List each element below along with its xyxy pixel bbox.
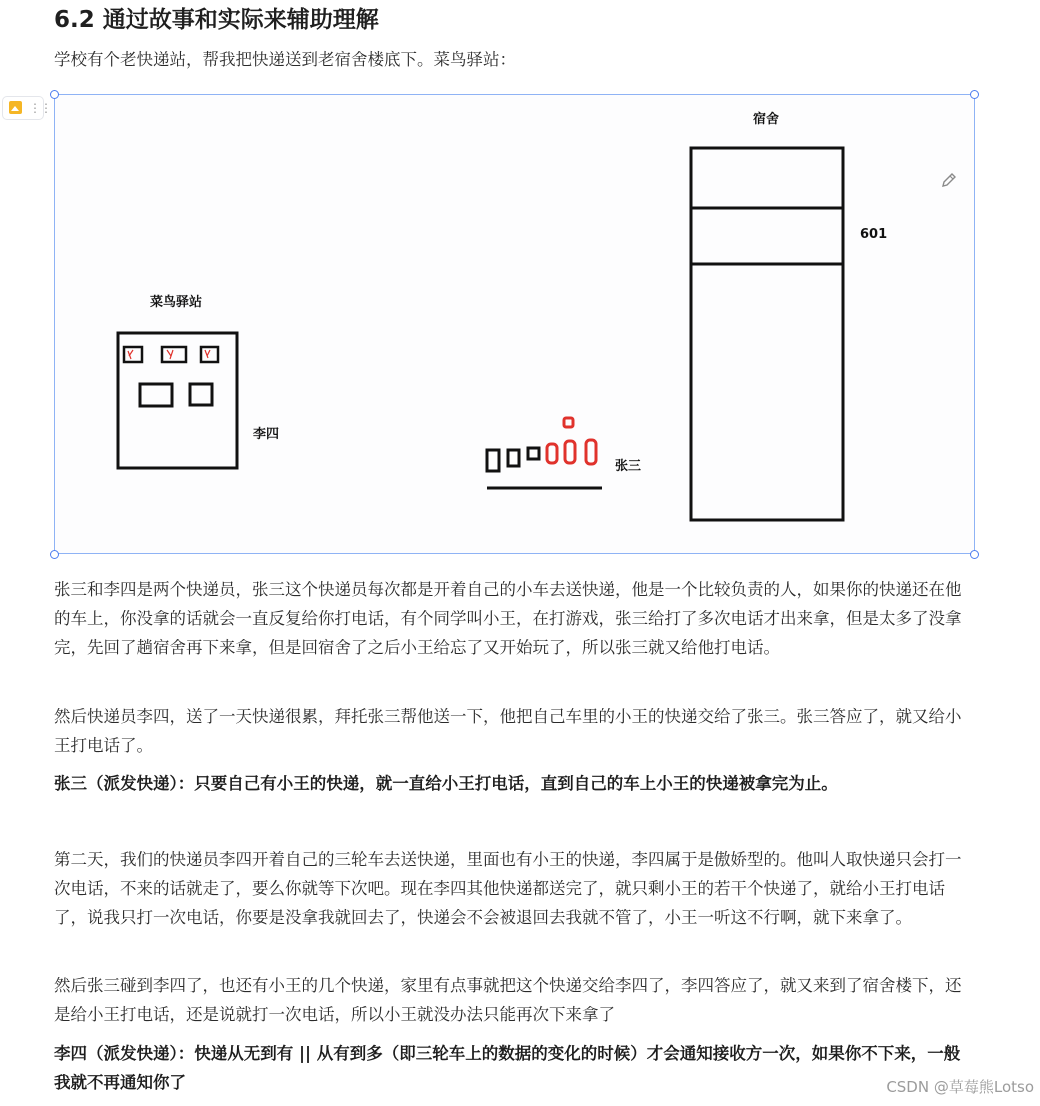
delivery-diagram: [54, 94, 975, 554]
paragraph-5: 然后张三碰到李四了，也还有小王的几个快递，家里有点事就把这个快递交给李四了，李四答应了，就又来到了宿舍楼下，还是给小王打电话，还是说就打一次电话，所以小王就没办法只能再次下来拿了: [54, 976, 962, 1024]
package-black-2: [508, 450, 519, 466]
paragraph-3-bold: 张三（派发快递）：只要自己有小王的快递，就一直给小王打电话，直到自己的车上小王的快递被拿完为止。: [54, 774, 838, 793]
package-red-1: [547, 444, 557, 463]
package-black-1: [487, 450, 499, 471]
shelf-slot-1: [124, 347, 142, 362]
dorm-building: [691, 148, 843, 520]
red-mark-2: [167, 350, 173, 359]
section-heading: 6.2 通过故事和实际来辅助理解: [54, 7, 379, 33]
shelf-box-2: [190, 384, 212, 405]
package-black-3: [528, 448, 539, 459]
paragraph-1: 张三和李四是两个快递员，张三这个快递员每次都是开着自己的小车去送快递，他是一个比较负责的人，如果你的快递还在他的车上，你没拿的话就会一直反复给你打电话，有个同学叫小王，在打游戏，张三给打了多次电话才出来拿，但是太多了没拿完，先回了趟宿舍再下来拿，但是回宿舍了之后小王给忘了又开始玩了，所以张三就又给他打电话。: [54, 580, 962, 657]
paragraph-2: 然后快递员李四，送了一天快递很累，拜托张三帮他送一下，他把自己车里的小王的快递交给了张三。张三答应了，就又给小王打电话了。: [54, 707, 962, 755]
package-red-4: [586, 440, 596, 464]
red-mark-3: [205, 350, 210, 358]
shelf-slot-2: [162, 347, 186, 362]
paragraph-6-bold: 李四（派发快递）：快递从无到有 || 从有到多（即三轮车上的数据的变化的时候）才会通知接收方一次，如果你不下来，一般我就不再通知你了: [54, 1044, 961, 1092]
drag-handle-icon[interactable]: ⋮⋮: [29, 101, 51, 115]
red-mark-1: [128, 350, 133, 359]
station-label: 菜鸟驿站: [150, 295, 203, 310]
zhangsan-label: 张三: [615, 459, 642, 474]
edit-pencil-icon[interactable]: [940, 172, 958, 190]
package-red-3: [564, 418, 573, 427]
csdn-watermark: CSDN @草莓熊Lotso: [886, 1078, 1034, 1096]
image-block-icon[interactable]: [9, 101, 22, 114]
shelf-slot-3: [201, 347, 218, 362]
room-label: 601: [860, 227, 888, 242]
block-handle[interactable]: [2, 96, 51, 120]
lisi-label: 李四: [253, 427, 280, 442]
intro-text: 学校有个老快递站，帮我把快递送到老宿舍楼底下。菜鸟驿站：: [54, 50, 516, 69]
paragraph-4: 第二天，我们的快递员李四开着自己的三轮车去送快递，里面也有小王的快递，李四属于是傲娇型的。他叫人取快递只会打一次电话，不来的话就走了，要么你就等下次吧。现在李四其他快递都送完了，就只剩小王的若干个快递了，就给小王打电话了，说我只打一次电话，你要是没拿我就回去了，快递会不会被退回去我就不管了，小王一听这不行啊，就下来拿了。: [54, 850, 962, 927]
package-red-2: [565, 441, 575, 463]
dorm-label: 宿舍: [752, 112, 780, 127]
shelf-box-1: [140, 384, 172, 406]
